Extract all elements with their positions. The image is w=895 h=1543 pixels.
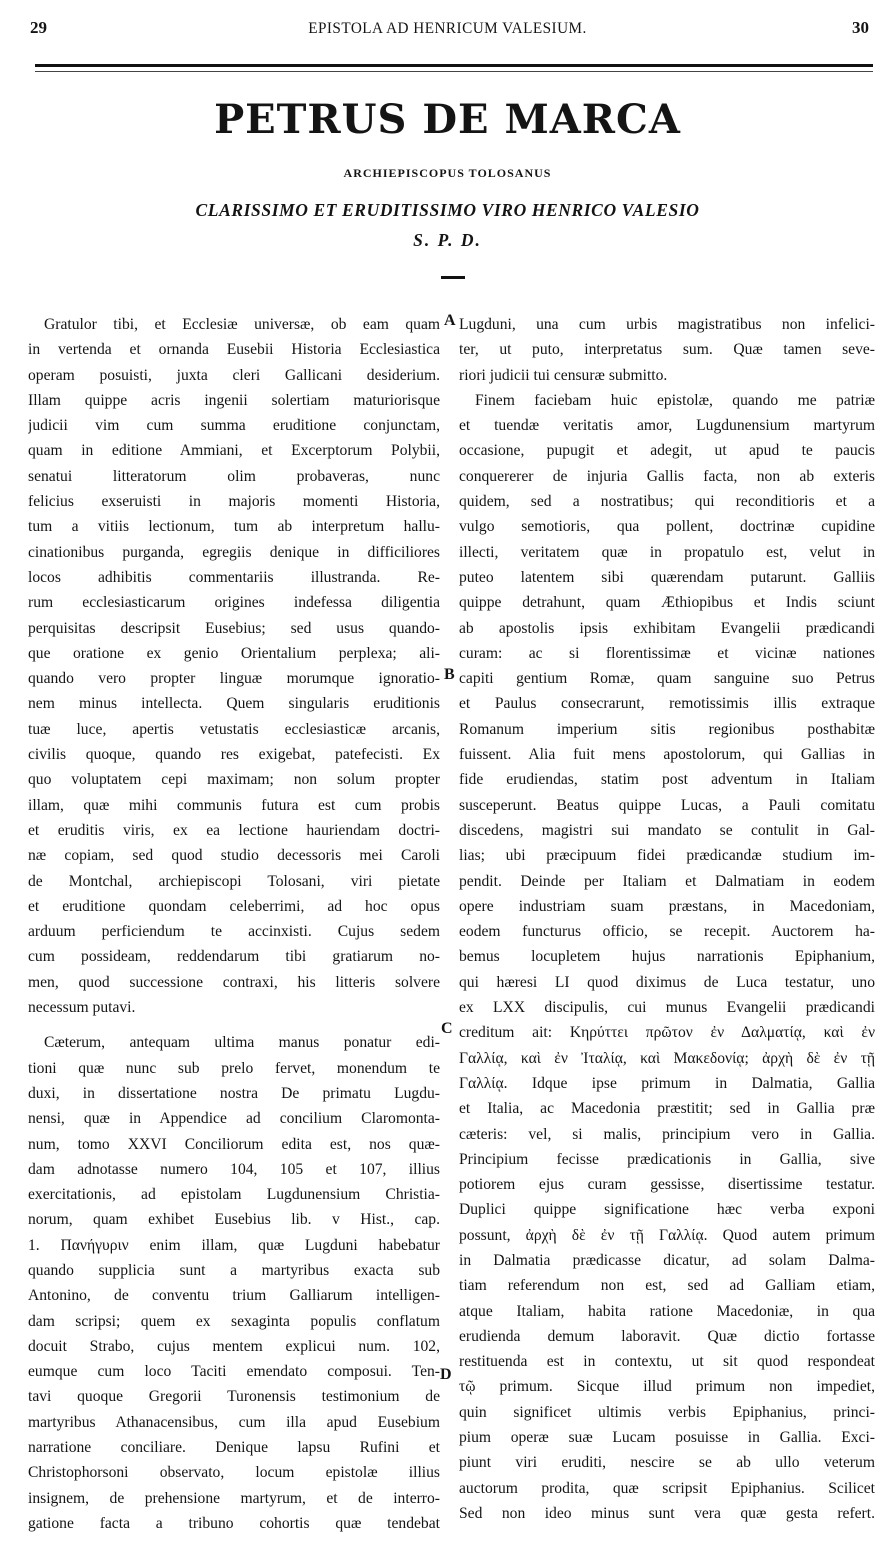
text-line: τῷ primum. Sicque illud primum non impediet, (459, 1378, 875, 1396)
page-number-right: 30 (852, 18, 869, 37)
text-line: necessum putavi. (28, 999, 136, 1017)
text-line: pium operæ suæ Lucam posuisse in Gallia. Exci- (459, 1429, 875, 1447)
text-line: senatui litteratorum olim probaveras, nunc (28, 467, 440, 485)
text-line: lias; ubi præcipuum fidei prædicandæ studium im- (459, 847, 875, 865)
text-line: bemus locupletem hujus narrationis Epiphanium, (459, 948, 875, 966)
paragraph-gap (28, 1020, 440, 1030)
header-rule (35, 64, 873, 67)
text-line: piunt viri eruditi, nescire se ab ullo veterum (459, 1454, 875, 1472)
text-line: insignem, de prehensione martyrum, et de interro- (28, 1489, 440, 1507)
text-line: Illam quippe acris ingenii solertiam maturiorisque (28, 391, 440, 409)
text-line: fide erudiendas, statim post adventum in Italiam (459, 771, 875, 789)
text-line: docuit Strabo, cujus mentem explicui num. 102, (28, 1337, 440, 1355)
text-line: tum a vitiis lectionum, tum ab interpretum hallu- (28, 518, 440, 536)
text-line: Christophorsoni observato, locum epistolæ illius (28, 1464, 440, 1482)
text-line: martyribus Athanacensibus, cum illa apud Eusebium (28, 1413, 440, 1431)
text-line: Gratulor tibi, et Ecclesiæ universæ, ob eam quam (44, 316, 440, 333)
text-line: fuissent. Alia fuit mens apostolorum, qui Gallias in (459, 746, 875, 764)
text-line: occasione, pupugit et adegit, ut apud te paucis (459, 442, 875, 460)
text-line: cæteris: vel, si malis, principium vero in Gallia. (459, 1125, 875, 1143)
text-line: Lugduni, una cum urbis magistratibus non infelici- (459, 316, 875, 333)
text-line: arduum perficiendum te accinxisti. Cujus sedem (28, 923, 440, 941)
text-line: pendit. Deinde per Italiam et Dalmatiam in eodem (459, 872, 875, 890)
text-line: creditum ait: Κηρύττει πρῶτον ἐν Δαλματίᾳ, καὶ ἐν (459, 1024, 875, 1042)
text-line: et eruditis viris, ex ea lectione hauriendam doctri- (28, 821, 440, 839)
text-line: Antonino, de conventu trium Galliarum intelligen- (28, 1287, 440, 1305)
text-line: tavi quoque Gregorii Turonensis testimonium de (28, 1388, 440, 1406)
text-line: et Paulus consecrarunt, remotissimis illis extraque (459, 695, 875, 713)
text-line: cinationibus purganda, egregiis denique in difficiliores (28, 543, 440, 561)
text-line: tiam referendum non est, sed ad Galliam etiam, (459, 1277, 875, 1295)
text-line: Duplici quippe significatione hæc verba exponi (459, 1201, 875, 1219)
running-title: EPISTOLA AD HENRICUM VALESIUM. (308, 20, 587, 37)
text-line: gatione facta a tribuno cohortis quæ tendebat (28, 1514, 440, 1532)
text-line: et Italia, ac Macedonia præstitit; sed in Gallia præ (459, 1100, 875, 1118)
text-line: tioni quæ nunc sub prelo fervet, monendum te (28, 1059, 440, 1077)
text-line: restituenda est in contextu, ut sit quod respondeat (459, 1353, 875, 1371)
salutation: S. P. D. (413, 230, 482, 250)
text-line: discedens, magistri sui mandato se contulit in Gal- (459, 821, 875, 839)
title-separator (441, 276, 465, 279)
dedication-line: CLARISSIMO ET ERUDITISSIMO VIRO HENRICO VALESIO (195, 200, 700, 220)
text-line: riori judicii tui censuræ submitto. (459, 366, 668, 384)
text-line: duxi, in dissertatione nostra De primatu Lugdu- (28, 1084, 440, 1102)
header-rule-thin (35, 71, 873, 72)
text-line: perquisitas descripsit Eusebius; sed usus quando- (28, 619, 440, 637)
text-line: que oratione ex genio Orientalium perplexa; ali- (28, 644, 440, 662)
text-line: Γαλλίᾳ. Idque ipse primum in Dalmatia, Gallia (459, 1074, 875, 1092)
text-line: atque Italiam, habita ratione Macedoniæ, in qua (459, 1302, 875, 1320)
text-line: eumque cum loco Taciti emendato composui. Ten- (28, 1363, 440, 1381)
text-line: illam, quæ mihi communis futura est cum probis (28, 796, 440, 814)
text-line: Γαλλίᾳ, καὶ ἐν Ἰταλίᾳ, καὶ Μακεδονίᾳ; ἀρχὴ δὲ ἐν τῇ (459, 1049, 875, 1067)
text-line: næ copiam, sed quod studio decessoris mei Caroli (28, 847, 440, 865)
text-line: Principium fecisse prædicationis in Gallia, sive (459, 1150, 875, 1168)
text-line: dam adnotasse numero 104, 105 et 107, illius (28, 1160, 440, 1178)
text-line: nem minus intellecta. Quem singularis eruditionis (28, 695, 440, 713)
text-line: judicii vim cum summa eruditione conjunctam, (28, 417, 440, 435)
text-line: exercitationis, ad epistolam Lugdunensium Christia- (28, 1186, 440, 1204)
text-line: vulgo semotioris, qua pollent, doctrinæ cupidine (459, 518, 875, 536)
text-line: locos adhibitis commentariis illustranda. Re- (28, 568, 440, 586)
text-line: possunt, ἀρχὴ δὲ ἐν τῇ Γαλλίᾳ. Quod autem primum (459, 1226, 875, 1244)
text-line: num, tomo XXVI Conciliorum edita est, nos quæ- (28, 1135, 440, 1153)
text-line: Cæterum, antequam ultima manus ponatur edi- (44, 1034, 440, 1052)
text-line: quo voluptatem cepi maximam; non solum propter (28, 771, 440, 789)
text-line: cum possideam, reddendarum tibi gratiarum no- (28, 948, 440, 966)
text-line: quidem, sed a nostratibus; qui reconditioris et a (459, 493, 875, 511)
text-line: puteo latentem sibi quærendam putarunt. Galliis (459, 568, 875, 586)
text-line: Sed non ideo minus sunt vera quæ gesta refert. (459, 1504, 875, 1522)
margin-letter-b: B (444, 666, 455, 683)
margin-letter-d: D (440, 1366, 452, 1383)
text-line: capiti gentium Romæ, quam sanguine suo Petrus (459, 670, 875, 688)
text-line: in Dalmatia prædicasse dicatur, ad solam Dalma- (459, 1251, 875, 1269)
text-line: norum, quam exhibet Eusebius lib. v Hist., cap. (28, 1211, 440, 1229)
text-line: ab apostolis ipsis exhibitam Evangelii prædicandi (459, 619, 875, 637)
text-line: opere industriam suam præstans, in Macedoniam, (459, 897, 875, 915)
text-line: Finem faciebam huic epistolæ, quando me patriæ (475, 391, 875, 409)
text-line: quam in editione Ammiani, et Excerptorum Polybii, (28, 442, 440, 460)
text-line: susceperunt. Beatus quippe Lucas, a Pauli comitatu (459, 796, 875, 814)
text-line: conquererer de injuria Gallis facta, non ab exteris (459, 467, 875, 485)
text-line: curam: ac si florentissimæ et vicinæ nationes (459, 644, 875, 662)
text-line: in vertenda et ornanda Eusebii Historia Ecclesiastica (28, 341, 440, 359)
text-line: illecti, veritatem quæ in propatulo est, velut in (459, 543, 875, 561)
text-line: de Montchal, archiepiscopi Tolosani, viri pietate (28, 872, 440, 890)
margin-letter-a: A (444, 312, 456, 329)
running-head (0, 18, 895, 42)
text-line: potiorem ejus curam gessisse, disertissime testatur. (459, 1176, 875, 1194)
right-column (459, 312, 875, 1526)
text-line: dam scripsi; quem ex sexaginta populis conflatum (28, 1312, 440, 1330)
text-line: felicius exseruisti in majoris momenti Historia, (28, 493, 440, 511)
text-line: tuæ luce, apertis vetustatis ecclesiasticæ arcanis, (28, 720, 440, 738)
text-line: men, quod successione contraxi, his litteris solvere (28, 973, 440, 991)
document-title: PETRUS DE MARCA (214, 96, 681, 143)
document-subtitle: ARCHIEPISCOPUS TOLOSANUS (343, 166, 552, 180)
text-line: narratione conciliare. Denique lapsu Rufini et (28, 1439, 440, 1457)
page-number-left: 29 (30, 18, 47, 37)
text-line: 1. Πανήγυριν enim illam, quæ Lugduni habebatur (28, 1236, 440, 1254)
text-line: et tuendæ veritatis amor, Lugdunensium martyrum (459, 417, 875, 435)
text-line: erudienda demum laboravit. Quæ dictio fortasse (459, 1327, 875, 1345)
text-line: et eruditione quondam celeberrimi, ad hoc opus (28, 897, 440, 915)
text-line: quin significet ultimis verbis Epiphanius, princi- (459, 1403, 875, 1421)
text-line: ex LXX discipulis, cui munus Evangelii prædicandi (459, 999, 875, 1017)
text-line: Romanum imperium sitis regionibus posthabitæ (459, 720, 875, 738)
text-line: civilis quoque, quando res exigebat, patefecisti. Ex (28, 746, 440, 764)
margin-letter-c: C (441, 1020, 453, 1037)
text-line: qui hæresi LI quod diximus de Luca testatur, uno (459, 973, 875, 991)
text-line: quippe detrahunt, quam Æthiopibus et Indis sciunt (459, 594, 875, 612)
text-line: rum ecclesiasticarum origines indefessa diligentia (28, 594, 440, 612)
text-line: operam posuisti, juxta cleri Gallicani desiderium. (28, 366, 440, 384)
text-line: eodem functurus officio, se recepit. Auctorem ha- (459, 923, 875, 941)
text-line: quando vero propter linguæ morumque ignoratio- (28, 670, 440, 688)
text-line: ter, ut puto, interpretatus sum. Quæ tamen seve- (459, 341, 875, 359)
text-line: auctorum prodita, quæ scripsit Epiphanius. Scilicet (459, 1479, 875, 1497)
text-line: nensi, quæ in Appendice ad concilium Claromonta- (28, 1110, 440, 1128)
text-line: quando supplicia sunt a martyribus exacta sub (28, 1261, 440, 1279)
left-column (28, 312, 440, 1536)
